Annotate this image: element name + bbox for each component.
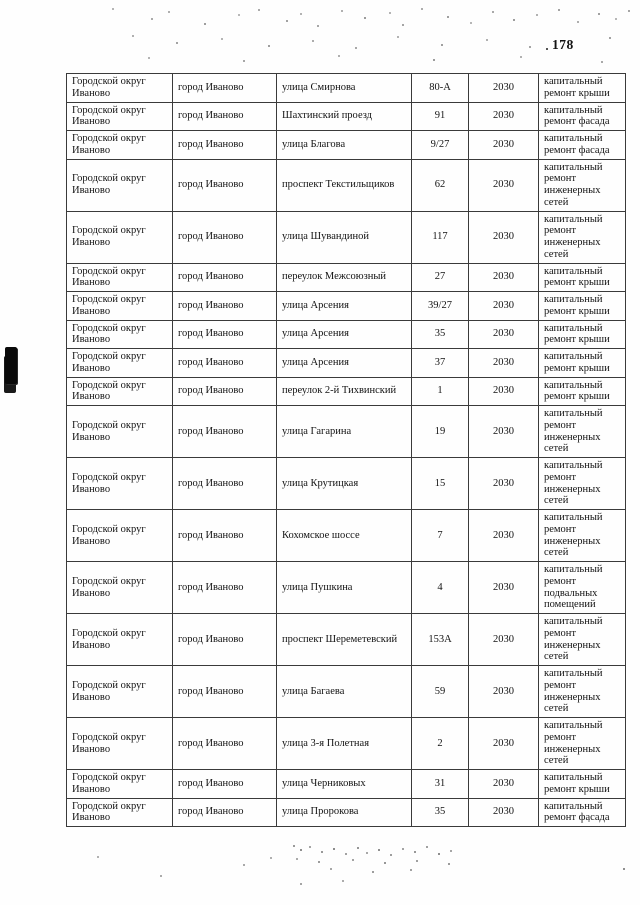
table-row bbox=[67, 349, 626, 378]
year-cell: 2030 bbox=[469, 377, 539, 406]
district-cell: Городской округ Иваново bbox=[67, 666, 173, 718]
district-cell: Городской округ Иваново bbox=[67, 349, 173, 378]
year-cell: 2030 bbox=[469, 74, 539, 103]
street-cell: улица Пророкова bbox=[277, 798, 412, 827]
street-cell: улица Смирнова bbox=[277, 74, 412, 103]
house-number-cell: 19 bbox=[412, 406, 469, 458]
district-cell: Городской округ Иваново bbox=[67, 614, 173, 666]
city-cell: город Иваново bbox=[173, 263, 277, 292]
city-cell: город Иваново bbox=[173, 510, 277, 562]
city-cell: город Иваново bbox=[173, 406, 277, 458]
table-row bbox=[67, 666, 626, 718]
house-number-cell: 35 bbox=[412, 798, 469, 827]
repair-type-cell: капитальный ремонт крыши bbox=[539, 74, 626, 103]
table-body bbox=[67, 74, 626, 827]
year-cell: 2030 bbox=[469, 292, 539, 321]
street-cell: улица Шувандиной bbox=[277, 211, 412, 263]
city-cell: город Иваново bbox=[173, 211, 277, 263]
repair-type-cell: капитальный ремонт фасада bbox=[539, 102, 626, 131]
house-number-cell: 59 bbox=[412, 666, 469, 718]
city-cell: город Иваново bbox=[173, 377, 277, 406]
city-cell: город Иваново bbox=[173, 292, 277, 321]
repair-type-cell: капитальный ремонт крыши bbox=[539, 263, 626, 292]
district-cell: Городской округ Иваново bbox=[67, 74, 173, 103]
city-cell: город Иваново bbox=[173, 562, 277, 614]
house-number-cell: 39/27 bbox=[412, 292, 469, 321]
city-cell: город Иваново bbox=[173, 159, 277, 211]
repair-type-cell: капитальный ремонт фасада bbox=[539, 798, 626, 827]
repair-type-cell: капитальный ремонт крыши bbox=[539, 349, 626, 378]
year-cell: 2030 bbox=[469, 320, 539, 349]
street-cell: Кохомское шоссе bbox=[277, 510, 412, 562]
house-number-cell: 7 bbox=[412, 510, 469, 562]
binding-mark bbox=[5, 347, 17, 384]
year-cell: 2030 bbox=[469, 458, 539, 510]
year-cell: 2030 bbox=[469, 770, 539, 799]
table-row bbox=[67, 770, 626, 799]
table-row bbox=[67, 292, 626, 321]
table-row bbox=[67, 510, 626, 562]
repair-type-cell: капитальный ремонт крыши bbox=[539, 292, 626, 321]
scan-noise-bottom bbox=[0, 0, 2, 2]
house-number-cell: 2 bbox=[412, 718, 469, 770]
page-number: 178 bbox=[552, 37, 574, 52]
house-number-cell: 15 bbox=[412, 458, 469, 510]
year-cell: 2030 bbox=[469, 510, 539, 562]
house-number-cell: 27 bbox=[412, 263, 469, 292]
district-cell: Городской округ Иваново bbox=[67, 510, 173, 562]
house-number-cell: 80-А bbox=[412, 74, 469, 103]
district-cell: Городской округ Иваново bbox=[67, 770, 173, 799]
table-row bbox=[67, 320, 626, 349]
scan-speck bbox=[546, 48, 548, 50]
year-cell: 2030 bbox=[469, 102, 539, 131]
repair-type-cell: капитальный ремонт инженерных сетей bbox=[539, 510, 626, 562]
year-cell: 2030 bbox=[469, 562, 539, 614]
table-row bbox=[67, 211, 626, 263]
city-cell: город Иваново bbox=[173, 614, 277, 666]
table-row bbox=[67, 406, 626, 458]
street-cell: улица 3-я Полетная bbox=[277, 718, 412, 770]
district-cell: Городской округ Иваново bbox=[67, 377, 173, 406]
city-cell: город Иваново bbox=[173, 718, 277, 770]
house-number-cell: 37 bbox=[412, 349, 469, 378]
house-number-cell: 117 bbox=[412, 211, 469, 263]
city-cell: город Иваново bbox=[173, 770, 277, 799]
repair-type-cell: капитальный ремонт инженерных сетей bbox=[539, 614, 626, 666]
table-row bbox=[67, 377, 626, 406]
street-cell: улица Арсения bbox=[277, 320, 412, 349]
district-cell: Городской округ Иваново bbox=[67, 102, 173, 131]
year-cell: 2030 bbox=[469, 718, 539, 770]
year-cell: 2030 bbox=[469, 798, 539, 827]
table-row bbox=[67, 263, 626, 292]
district-cell: Городской округ Иваново bbox=[67, 211, 173, 263]
year-cell: 2030 bbox=[469, 614, 539, 666]
house-number-cell: 62 bbox=[412, 159, 469, 211]
table-row bbox=[67, 102, 626, 131]
house-number-cell: 35 bbox=[412, 320, 469, 349]
year-cell: 2030 bbox=[469, 159, 539, 211]
street-cell: улица Гагарина bbox=[277, 406, 412, 458]
repair-type-cell: капитальный ремонт инженерных сетей bbox=[539, 718, 626, 770]
repair-type-cell: капитальный ремонт фасада bbox=[539, 131, 626, 160]
year-cell: 2030 bbox=[469, 666, 539, 718]
repair-type-cell: капитальный ремонт инженерных сетей bbox=[539, 458, 626, 510]
district-cell: Городской округ Иваново bbox=[67, 320, 173, 349]
city-cell: город Иваново bbox=[173, 666, 277, 718]
repair-type-cell: капитальный ремонт крыши bbox=[539, 770, 626, 799]
district-cell: Городской округ Иваново bbox=[67, 131, 173, 160]
repair-type-cell: капитальный ремонт инженерных сетей bbox=[539, 159, 626, 211]
house-number-cell: 91 bbox=[412, 102, 469, 131]
year-cell: 2030 bbox=[469, 263, 539, 292]
street-cell: улица Пушкина bbox=[277, 562, 412, 614]
street-cell: улица Багаева bbox=[277, 666, 412, 718]
table-row bbox=[67, 798, 626, 827]
table-row bbox=[67, 458, 626, 510]
repair-type-cell: капитальный ремонт инженерных сетей bbox=[539, 406, 626, 458]
table-row bbox=[67, 614, 626, 666]
repair-type-cell: капитальный ремонт инженерных сетей bbox=[539, 666, 626, 718]
city-cell: город Иваново bbox=[173, 458, 277, 510]
repair-type-cell: капитальный ремонт подвальных помещений bbox=[539, 562, 626, 614]
street-cell: Шахтинский проезд bbox=[277, 102, 412, 131]
house-number-cell: 153А bbox=[412, 614, 469, 666]
street-cell: улица Крутицкая bbox=[277, 458, 412, 510]
street-cell: проспект Текстильщиков bbox=[277, 159, 412, 211]
table-row bbox=[67, 159, 626, 211]
table-row bbox=[67, 562, 626, 614]
repair-type-cell: капитальный ремонт крыши bbox=[539, 377, 626, 406]
house-number-cell: 9/27 bbox=[412, 131, 469, 160]
city-cell: город Иваново bbox=[173, 798, 277, 827]
table-row bbox=[67, 718, 626, 770]
street-cell: переулок Межсоюзный bbox=[277, 263, 412, 292]
house-number-cell: 4 bbox=[412, 562, 469, 614]
city-cell: город Иваново bbox=[173, 74, 277, 103]
street-cell: улица Черниковых bbox=[277, 770, 412, 799]
year-cell: 2030 bbox=[469, 211, 539, 263]
street-cell: переулок 2-й Тихвинский bbox=[277, 377, 412, 406]
district-cell: Городской округ Иваново bbox=[67, 159, 173, 211]
repair-type-cell: капитальный ремонт крыши bbox=[539, 320, 626, 349]
street-cell: улица Арсения bbox=[277, 349, 412, 378]
city-cell: город Иваново bbox=[173, 102, 277, 131]
district-cell: Городской округ Иваново bbox=[67, 718, 173, 770]
district-cell: Городской округ Иваново bbox=[67, 798, 173, 827]
repair-type-cell: капитальный ремонт инженерных сетей bbox=[539, 211, 626, 263]
city-cell: город Иваново bbox=[173, 320, 277, 349]
city-cell: город Иваново bbox=[173, 349, 277, 378]
year-cell: 2030 bbox=[469, 349, 539, 378]
street-cell: улица Благова bbox=[277, 131, 412, 160]
table-row bbox=[67, 131, 626, 160]
district-cell: Городской округ Иваново bbox=[67, 263, 173, 292]
street-cell: улица Арсения bbox=[277, 292, 412, 321]
year-cell: 2030 bbox=[469, 131, 539, 160]
house-number-cell: 31 bbox=[412, 770, 469, 799]
district-cell: Городской округ Иваново bbox=[67, 562, 173, 614]
district-cell: Городской округ Иваново bbox=[67, 458, 173, 510]
street-cell: проспект Шереметевский bbox=[277, 614, 412, 666]
house-number-cell: 1 bbox=[412, 377, 469, 406]
year-cell: 2030 bbox=[469, 406, 539, 458]
repair-program-table bbox=[66, 73, 626, 827]
city-cell: город Иваново bbox=[173, 131, 277, 160]
table-row bbox=[67, 74, 626, 103]
district-cell: Городской округ Иваново bbox=[67, 292, 173, 321]
district-cell: Городской округ Иваново bbox=[67, 406, 173, 458]
